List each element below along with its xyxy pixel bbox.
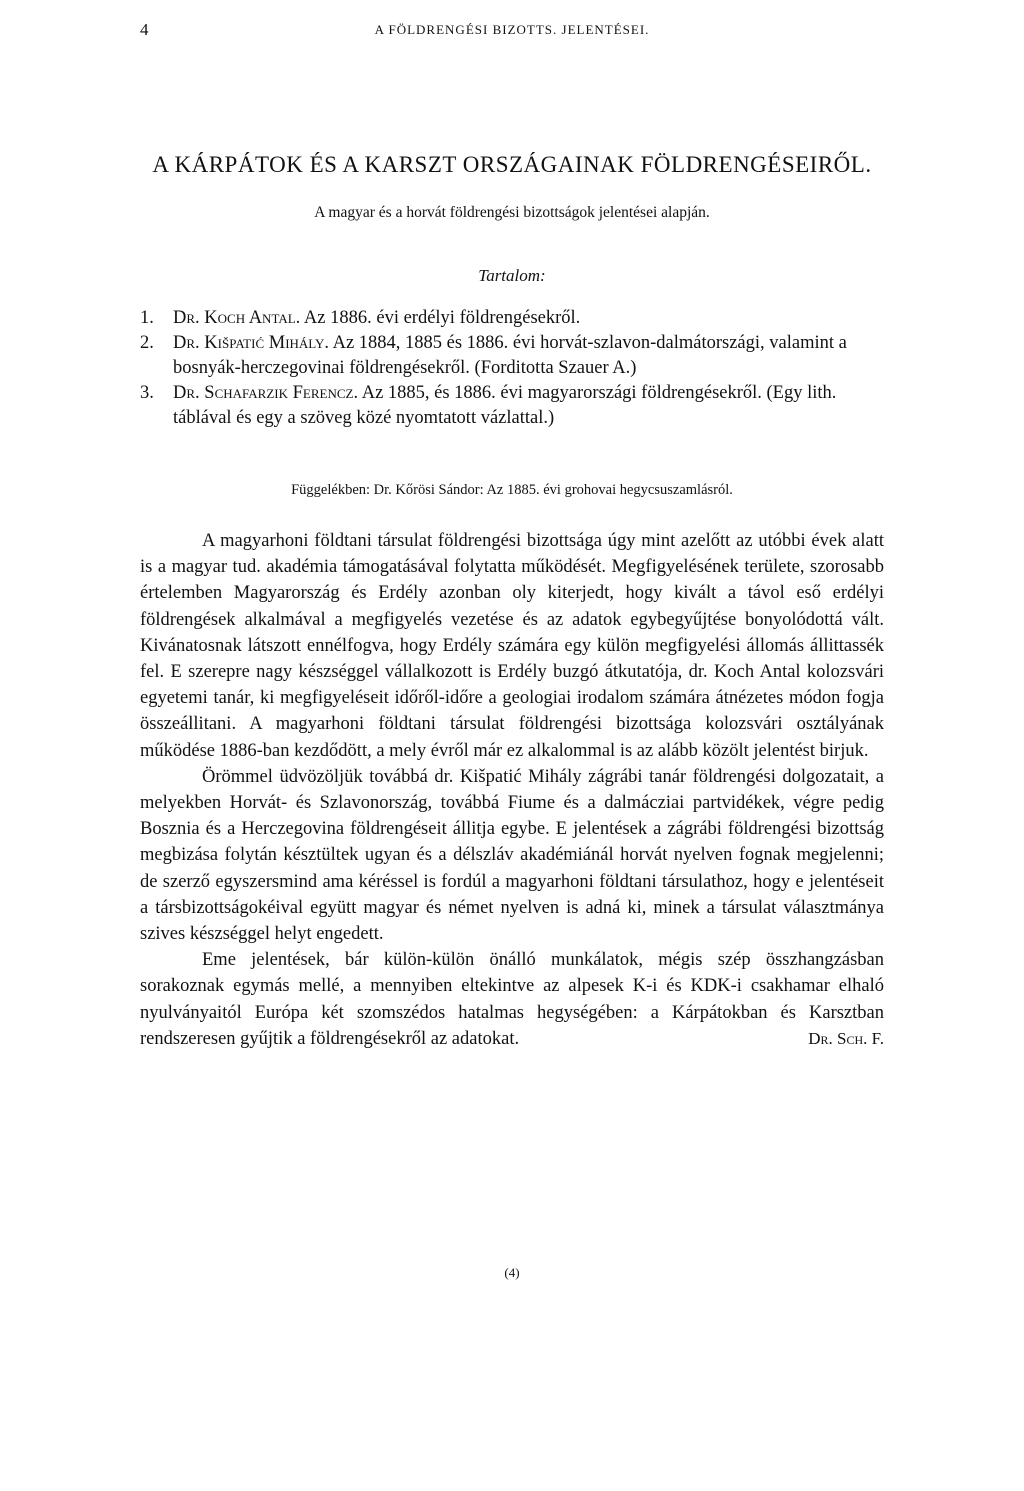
- paragraph: A magyarhoni földtani társulat földrengési bizottsága úgy mint azelőtt az utóbbi évek alatt is a magyar tud. akadémia támogatásával folytatta működését. Megfigyelésének területe, szorosabb értelemben Magyarország és Erdély azonban oly kiterjedt, hogy kivált a távol eső erdélyi földrengések alkalmával a megfigyelés vezetése és az adatok egybegyűjtése bonyolódottá vált. Kivánatosnak látszott ennélfogva, hogy Erdély számára egy külön megfigyelési állomás állittassék fel. E szerepre nagy készséggel vállalkozott is Erdély buzgó átkutatója, dr. Koch Antal kolozsvári egyetemi tanár, ki megfigyeléseit időről-időre a geologiai irodalom számára átnézetes módon fogja összeállitani. A magyarhoni földtani társulat földrengési bizottsága kolozsvári osztályának működése 1886-ban kezdődött, a mely évről már ez alkalommal is az alább közölt jelentést birjuk.: [140, 531, 884, 761]
- toc-entry-author: Dr. Koch Antal.: [173, 308, 301, 328]
- toc-appendix: Függelékben: Dr. Kőrösi Sándor: Az 1885. évi grohovai hegycsuszamlásról.: [291, 482, 733, 498]
- running-head: A FÖLDRENGÉSI BIZOTTS. JELENTÉSEI.: [374, 22, 650, 37]
- toc-entry-text: Az 1885, és 1886. évi magyarországi földrengésekről. (Egy lith. táblával és egy a szöveg közé nyomtatott vázlattal.): [173, 383, 837, 428]
- paragraph: [140, 947, 884, 1052]
- page-number: 4: [140, 20, 149, 39]
- toc-entry-text: Az 1886. évi erdélyi földrengésekről.: [303, 308, 581, 328]
- toc-entry-number: 2.: [140, 333, 154, 353]
- toc-entry: [140, 306, 884, 331]
- article-title: A KÁRPÁTOK ÉS A KARSZT ORSZÁGAINAK FÖLDRENGÉSEIRŐL.: [152, 152, 872, 177]
- paragraph: Örömmel üdvözöljük továbbá dr. Kišpatić Mihály zágrábi tanár földrengési dolgozatait, a melyekben Horvát- és Szlavonország, továbbá Fiume és a dalmácziai partvidékek, végre pedig Bosznia és a Herczegovina földrengéseit állitja egybe. E jelentések a zágrábi földrengési bizottság megbizása folytán késztültek ugyan és a délszláv akadémiánál horvát nyelven fognak megjelenni; de szerző egyszersmind ama kéréssel is fordúl a magyarhoni földtani társulathoz, hogy e jelentéseit a társbizottságokéival együtt magyar és német nyelven is adná ki, minek a társulat választmánya szives készséggel helyt engedett.: [140, 766, 884, 945]
- toc-entry-number: 3.: [140, 383, 154, 403]
- toc-heading: Tartalom:: [478, 266, 546, 285]
- toc-entry: [140, 381, 884, 431]
- body-text: [140, 528, 884, 1052]
- toc-entry-author: Dr. Schafarzik Ferencz.: [173, 383, 359, 403]
- toc-entry-text: Az 1884, 1885 és 1886. évi horvát-szlavon-dalmátországi, valamint a bosnyák-herczegovinai földrengésekről. (Forditotta Szauer A.): [173, 333, 847, 378]
- signature: Dr. Sch. F.: [808, 1028, 884, 1048]
- toc-entry: [140, 331, 884, 381]
- toc-entry-number: 1.: [140, 308, 154, 328]
- page-footer: (4): [504, 1265, 520, 1280]
- paragraph-text: Eme jelentések, bár külön-külön önálló munkálatok, mégis szép összhangzásban sorakoznak egymás mellé, a mennyiben eltekintve az alpesek K-i és KDK-i csakhamar elhaló nyulványaitól Európa két szomszédos hatalmas hegységében: a Kárpátokban és Karsztban rendszeresen gyűjtik a földrengésekről az adatokat.: [140, 950, 884, 1049]
- table-of-contents: [140, 306, 884, 431]
- toc-entry-author: Dr. Kišpatić Mihály.: [173, 333, 329, 353]
- article-subtitle: A magyar és a horvát földrengési bizottságok jelentései alapján.: [314, 204, 710, 221]
